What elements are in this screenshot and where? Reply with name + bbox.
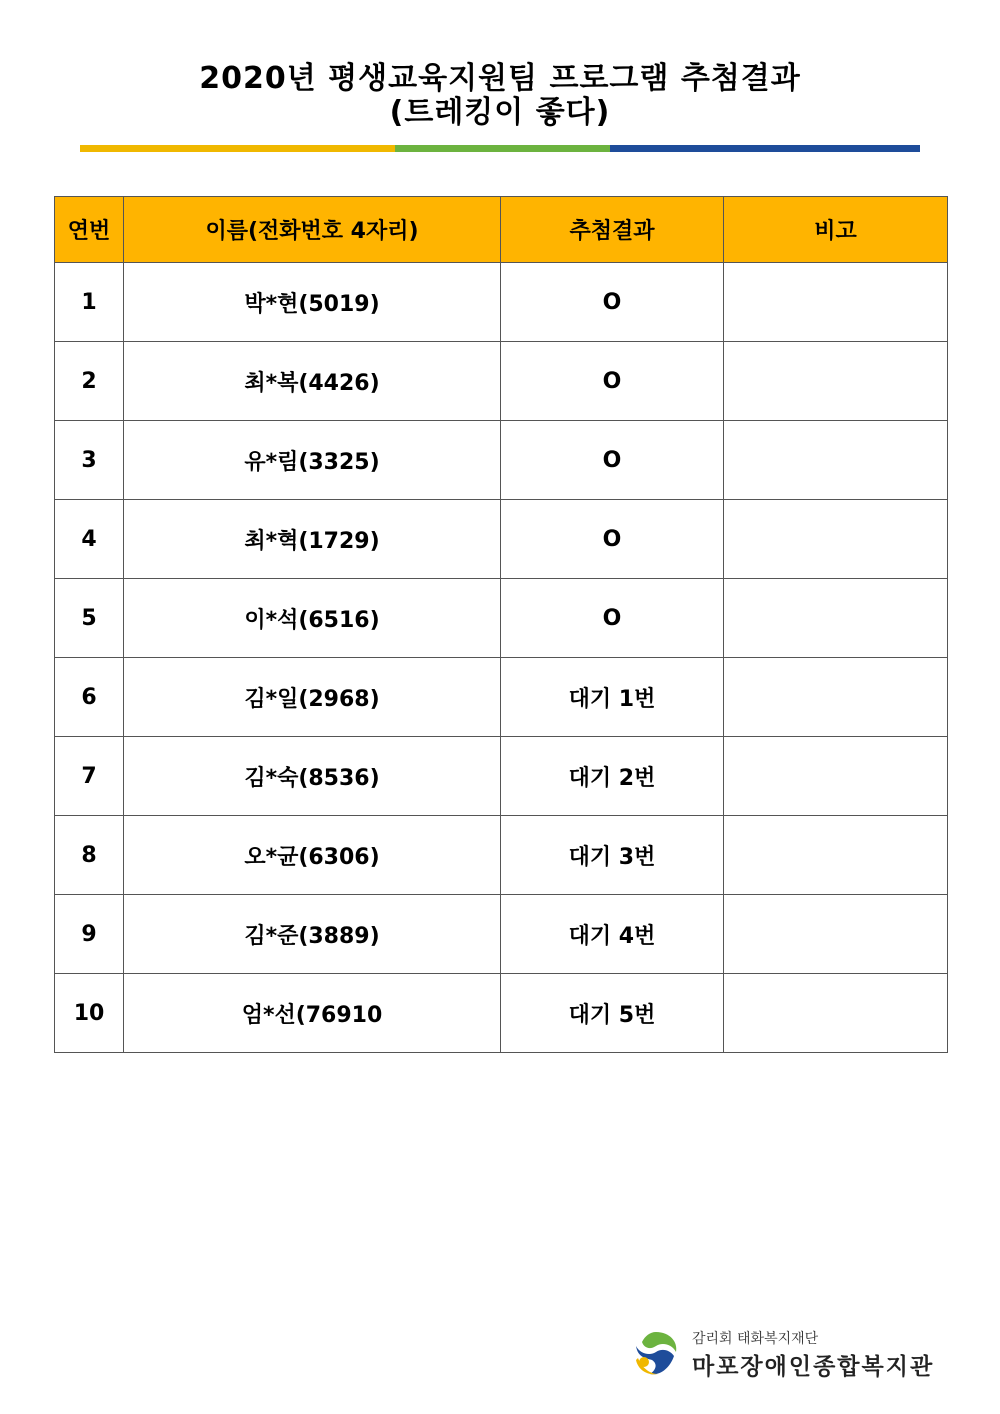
table-row bbox=[55, 658, 948, 737]
row-result: 대기 3번 bbox=[501, 816, 724, 895]
title-line-1: 2020년 평생교육지원팀 프로그램 추첨결과 bbox=[199, 61, 801, 96]
table-row bbox=[55, 500, 948, 579]
table-row bbox=[55, 737, 948, 816]
row-result: O bbox=[501, 342, 724, 421]
table-header-row bbox=[55, 197, 948, 263]
row-number: 6 bbox=[55, 658, 124, 737]
organization-foundation: 감리회 태화복지재단 bbox=[692, 1331, 819, 1347]
row-result: O bbox=[501, 421, 724, 500]
footer-organization bbox=[630, 1326, 950, 1386]
header-note: 비고 bbox=[724, 197, 948, 263]
row-name: 최*혁(1729) bbox=[124, 500, 501, 579]
divider-green-segment bbox=[395, 145, 610, 152]
table-row bbox=[55, 895, 948, 974]
row-number: 7 bbox=[55, 737, 124, 816]
table-row bbox=[55, 421, 948, 500]
row-number: 9 bbox=[55, 895, 124, 974]
row-name: 김*숙(8536) bbox=[124, 737, 501, 816]
row-name: 김*준(3889) bbox=[124, 895, 501, 974]
row-number: 4 bbox=[55, 500, 124, 579]
row-result: O bbox=[501, 500, 724, 579]
table-row bbox=[55, 342, 948, 421]
header-name: 이름(전화번호 4자리) bbox=[124, 197, 501, 263]
row-result: 대기 1번 bbox=[501, 658, 724, 737]
row-note bbox=[724, 342, 948, 421]
header-result: 추첨결과 bbox=[501, 197, 724, 263]
row-note bbox=[724, 500, 948, 579]
organization-swirl-logo-icon bbox=[630, 1328, 682, 1380]
header-number: 연번 bbox=[55, 197, 124, 263]
row-note bbox=[724, 895, 948, 974]
title-line-2: (트레킹이 좋다) bbox=[389, 95, 611, 130]
divider-yellow-segment bbox=[80, 145, 395, 152]
row-result: 대기 5번 bbox=[501, 974, 724, 1053]
row-note bbox=[724, 579, 948, 658]
row-result: O bbox=[501, 263, 724, 342]
row-name: 오*균(6306) bbox=[124, 816, 501, 895]
row-number: 5 bbox=[55, 579, 124, 658]
row-name: 유*림(3325) bbox=[124, 421, 501, 500]
divider-blue-segment bbox=[610, 145, 920, 152]
row-name: 김*일(2968) bbox=[124, 658, 501, 737]
row-number: 8 bbox=[55, 816, 124, 895]
row-number: 3 bbox=[55, 421, 124, 500]
row-number: 1 bbox=[55, 263, 124, 342]
row-name: 박*현(5019) bbox=[124, 263, 501, 342]
row-result: O bbox=[501, 579, 724, 658]
row-name: 이*석(6516) bbox=[124, 579, 501, 658]
row-name: 최*복(4426) bbox=[124, 342, 501, 421]
row-result: 대기 4번 bbox=[501, 895, 724, 974]
row-note bbox=[724, 737, 948, 816]
row-note bbox=[724, 263, 948, 342]
table-row bbox=[55, 974, 948, 1053]
table-row bbox=[55, 263, 948, 342]
row-note bbox=[724, 658, 948, 737]
row-number: 2 bbox=[55, 342, 124, 421]
table-row bbox=[55, 579, 948, 658]
row-note bbox=[724, 974, 948, 1053]
row-number: 10 bbox=[55, 974, 124, 1053]
organization-name: 마포장애인종합복지관 bbox=[692, 1353, 935, 1380]
results-table bbox=[54, 196, 948, 1053]
table-row bbox=[55, 816, 948, 895]
row-note bbox=[724, 816, 948, 895]
row-result: 대기 2번 bbox=[501, 737, 724, 816]
row-note bbox=[724, 421, 948, 500]
row-name: 엄*선(76910 bbox=[124, 974, 501, 1053]
document-title bbox=[0, 62, 1000, 130]
title-divider bbox=[80, 145, 920, 152]
